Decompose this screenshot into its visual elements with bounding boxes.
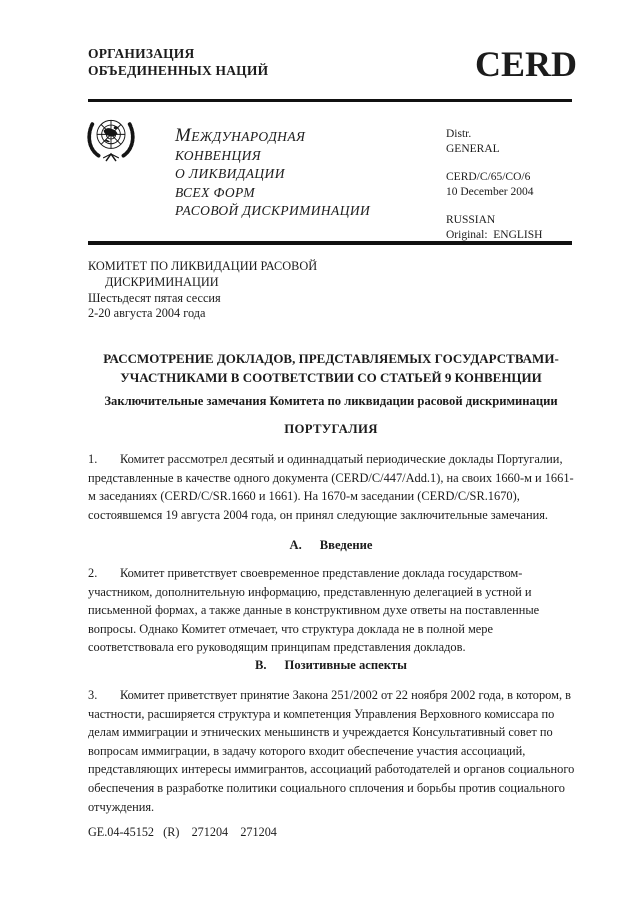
section-a-heading	[88, 538, 574, 553]
paragraph-2-text: Комитет приветствует своевременное представление доклада государством-участником, дополнительную информацию, представленную делегацией в устной и письменной формах, а также данные в конструктивном духе ответы на поставленные вопросы. Однако Комитет отмечает, что структура доклада не в полной мере соответствовала его руководящим принципам представления докладов.	[88, 566, 540, 655]
paragraph-1-text: Комитет рассмотрел десятый и одиннадцатый периодические доклады Португалии, представленные в качестве одного документа (CERD/C/447/Add.1), на своих 1660-м и 1661-м заседаниях (CERD/C/SR.1660 и 1661). На 1670-м заседании (CERD/C/SR.1670), состоявшемся 19 августа 2004 года, он принял следующие заключительные замечания.	[88, 452, 574, 522]
spacer	[446, 157, 542, 170]
header-rule	[88, 99, 572, 102]
doc-date: 10 December 2004	[446, 186, 534, 198]
convention-line: МЕЖДУНАРОДНАЯ	[175, 125, 306, 146]
convention-title	[175, 127, 370, 221]
committee-name-line1: КОМИТЕТ ПО ЛИКВИДАЦИИ РАСОВОЙ	[88, 259, 318, 273]
doc-original-language: Original: ENGLISH	[446, 229, 543, 241]
convention-line: ВСЕХ ФОРМ	[175, 184, 256, 200]
spacer	[446, 200, 542, 213]
committee-name-line2: ДИСКРИМИНАЦИИ	[105, 274, 219, 289]
session-number: Шестьдесят пятая сессия	[88, 290, 221, 305]
distr-value: GENERAL	[446, 143, 500, 155]
org-name-line1: ОРГАНИЗАЦИЯ	[88, 46, 195, 61]
paragraph-1-number: 1.	[88, 452, 98, 466]
paragraph-2-number: 2.	[88, 566, 98, 580]
document-title	[88, 349, 574, 387]
paragraph-1	[88, 450, 575, 524]
org-name	[88, 46, 268, 79]
distribution-block	[446, 127, 542, 243]
doc-symbol: CERD/C/65/CO/6	[446, 171, 531, 183]
paragraph-3	[88, 686, 575, 816]
document-title-line1: РАССМОТРЕНИЕ ДОКЛАДОВ, ПРЕДСТАВЛЯЕМЫХ ГОСУДАРСТВАМИ-	[103, 351, 559, 366]
session-dates: 2-20 августа 2004 года	[88, 306, 206, 321]
distr-label: Distr.	[446, 128, 472, 140]
session-block	[88, 259, 317, 322]
convention-line: О ЛИКВИДАЦИИ	[175, 166, 285, 181]
paragraph-3-number: 3.	[88, 688, 98, 702]
doc-language: RUSSIAN	[446, 214, 496, 226]
document-reference-footer: GE.04-45152 (R) 271204 271204	[88, 825, 277, 839]
convention-line: РАСОВОЙ ДИСКРИМИНАЦИИ	[175, 203, 371, 218]
convention-line: КОНВЕНЦИЯ	[175, 147, 262, 163]
masthead-rule	[88, 241, 572, 245]
org-name-line2: ОБЪЕДИНЕННЫХ НАЦИЙ	[88, 62, 269, 78]
section-a-title: Введение	[319, 538, 373, 552]
section-b-title: Позитивные аспекты	[284, 658, 408, 672]
section-b-heading	[88, 658, 574, 673]
section-b-letter: B.	[254, 658, 267, 672]
country-heading: ПОРТУГАЛИЯ	[284, 422, 378, 436]
section-a-letter: A.	[289, 538, 302, 552]
un-emblem-icon	[83, 111, 139, 169]
document-title-line2: УЧАСТНИКАМИ В СООТВЕТСТВИИ СО СТАТЬЕЙ 9 КОНВЕНЦИИ	[120, 370, 542, 385]
doc-code-banner: CERD	[474, 44, 577, 84]
document-subtitle: Заключительные замечания Комитета по ликвидации расовой дискриминации	[104, 394, 558, 408]
paragraph-3-text: Комитет приветствует принятие Закона 251/2002 от 22 ноября 2002 года, в котором, в частности, расширяется структура и компетенция Управления Верховного комиссара по делам иммиграции и этнических меньшинств и учреждается Консультативный совет по вопросам иммиграции, в задачу которого входит обеспечение участия ассоциаций, представляющих интересы иммигрантов, ассоциаций работодателей и органов социального обеспечения в разработке политики социального сплочения и борьбы против социального отчуждения.	[88, 688, 575, 814]
paragraph-2	[88, 564, 575, 657]
